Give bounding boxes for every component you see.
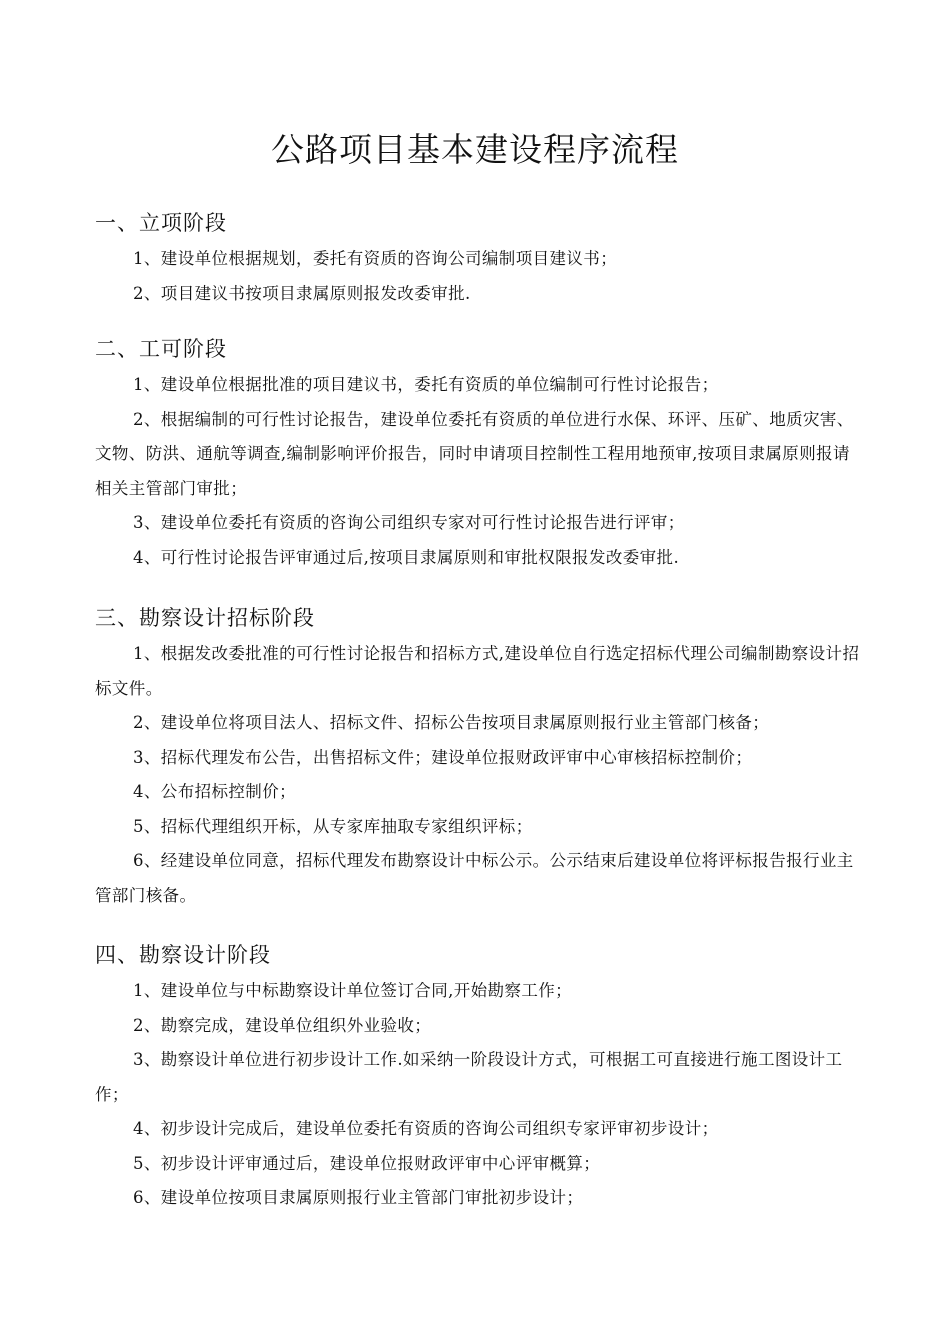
list-item: 2、根据编制的可行性讨论报告，建设单位委托有资质的单位进行水保、环评、压矿、地质灾害、文物、防洪、通航等调查,编制影响评价报告，同时申请项目控制性工程用地预审,按项目隶属原则报请相关主管部门审批； [95,409,854,498]
section-heading: 一、立项阶段 [95,211,227,235]
section-project-initiation [95,208,865,311]
section-feasibility [95,334,865,575]
section-design-bidding [95,603,865,913]
list-item: 1、建设单位根据规划，委托有资质的咨询公司编制项目建议书； [133,249,618,268]
list-item: 6、建设单位按项目隶属原则报行业主管部门审批初步设计； [133,1188,584,1207]
list-item: 1、根据发改委批准的可行性讨论报告和招标方式,建设单位自行选定招标代理公司编制勘察设计招标文件。 [95,644,860,698]
list-item: 5、招标代理组织开标，从专家库抽取专家组织评标； [133,816,533,836]
list-item: 4、初步设计完成后，建设单位委托有资质的咨询公司组织专家评审初步设计； [133,1119,719,1138]
list-item: 3、勘察设计单位进行初步设计工作.如采纳一阶段设计方式，可根据工可直接进行施工图设计工作； [95,1050,843,1104]
list-item: 2、勘察完成，建设单位组织外业验收； [133,1015,432,1035]
section-heading: 二、工可阶段 [95,337,227,361]
section-survey-design [95,940,865,1216]
list-item: 4、公布招标控制价； [133,782,296,801]
list-item: 3、建设单位委托有资质的咨询公司组织专家对可行性讨论报告进行评审； [133,513,685,532]
section-heading: 四、勘察设计阶段 [95,943,271,967]
list-item: 5、初步设计评审通过后，建设单位报财政评审中心评审概算； [133,1153,601,1173]
list-item: 1、建设单位根据批准的项目建议书，委托有资质的单位编制可行性讨论报告； [133,375,719,394]
document-title: 公路项目基本建设程序流程 [271,130,679,169]
section-heading: 三、勘察设计招标阶段 [95,606,315,630]
list-item: 2、建设单位将项目法人、招标文件、招标公告按项目隶属原则报行业主管部门核备； [133,713,770,732]
list-item: 4、可行性讨论报告评审通过后,按项目隶属原则和审批权限报发改委审批. [133,547,680,567]
list-item: 6、经建设单位同意，招标代理发布勘察设计中标公示。公示结束后建设单位将评标报告报行业主管部门核备。 [95,851,854,905]
list-item: 2、项目建议书按项目隶属原则报发改委审批. [133,283,471,303]
list-item: 3、招标代理发布公告，出售招标文件；建设单位报财政评审中心审核招标控制价； [133,747,753,767]
list-item: 1、建设单位与中标勘察设计单位签订合同,开始勘察工作； [133,981,573,1000]
